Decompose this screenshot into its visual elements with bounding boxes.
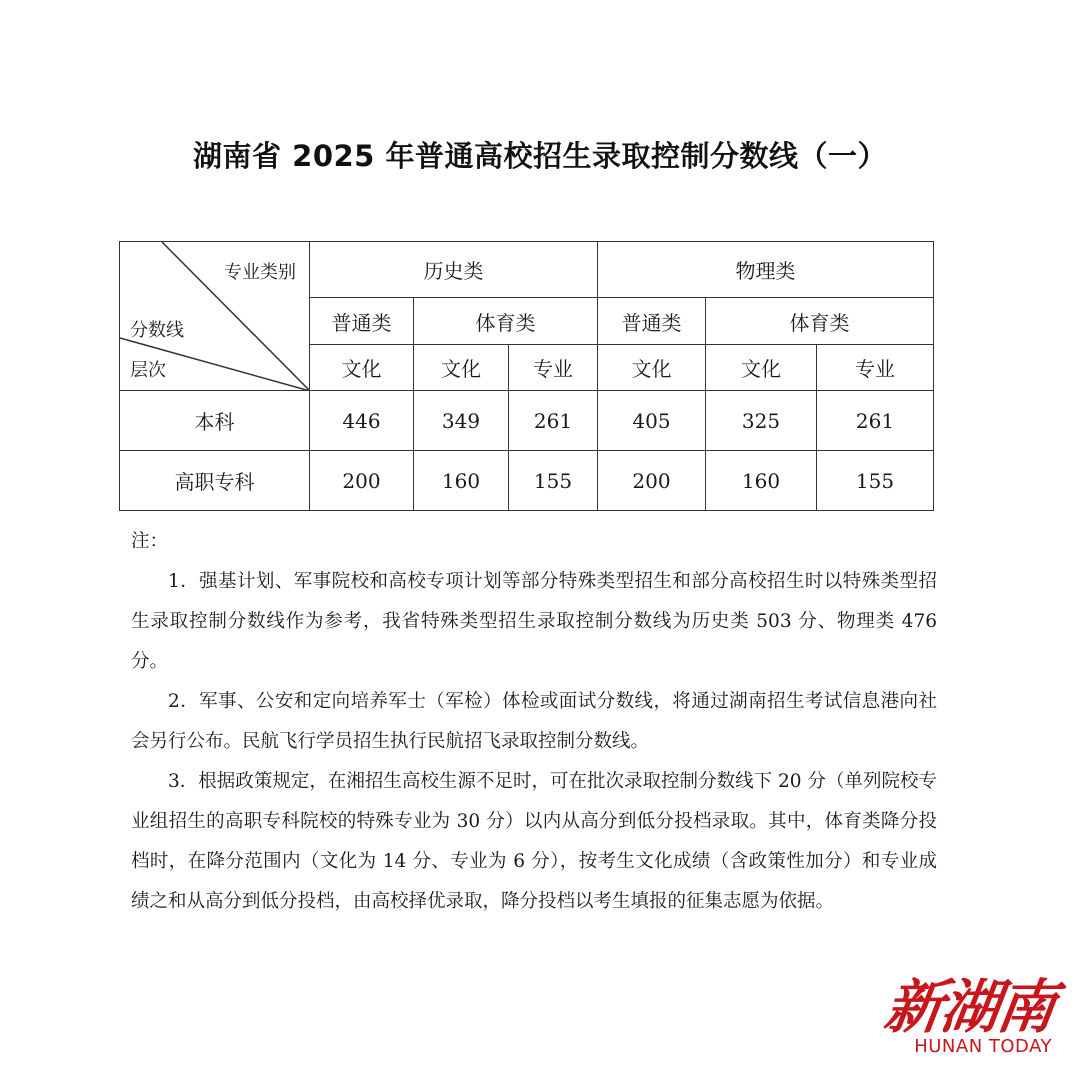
table-cell: 446 — [310, 391, 414, 451]
table-cell: 160 — [414, 451, 509, 511]
table-cell: 261 — [817, 391, 934, 451]
col-history-regular-culture: 文化 — [310, 345, 414, 391]
page-title: 湖南省 2025 年普通高校招生录取控制分数线（一） — [193, 139, 887, 173]
score-table-container — [119, 241, 933, 510]
subgroup-history-sports: 体育类 — [414, 298, 598, 345]
note-item-3: 3．根据政策规定，在湘招生高校生源不足时，可在批次录取控制分数线下 20 分（单列院校专业组招生的高职专科院校的特殊专业为 30 分）以内从高分到低分投档录取。其中，体育类降分投档时，在降分范围内（文化为 14 分、专业为 6 分），按考生文化成绩（含政策性加分）和专业成绩之和从高分到低分投档，由高校择优录取，降分投档以考生填报的征集志愿为依据。 — [131, 771, 937, 912]
table-row — [120, 451, 934, 511]
group-physics: 物理类 — [598, 242, 934, 298]
table-cell: 405 — [598, 391, 706, 451]
logo-english-text: HUNAN TODAY — [914, 1036, 1052, 1057]
col-physics-regular-culture: 文化 — [598, 345, 706, 391]
table-cell: 160 — [706, 451, 817, 511]
corner-label-category: 专业类别 — [224, 262, 296, 283]
row-label: 本科 — [120, 391, 310, 451]
notes-section — [131, 522, 937, 922]
subgroup-physics-sports: 体育类 — [706, 298, 934, 345]
table-cell: 155 — [509, 451, 598, 511]
col-physics-sports-major: 专业 — [817, 345, 934, 391]
table-cell: 200 — [310, 451, 414, 511]
col-history-sports-culture: 文化 — [414, 345, 509, 391]
row-label: 高职专科 — [120, 451, 310, 511]
table-cell: 349 — [414, 391, 509, 451]
table-corner-header — [120, 242, 310, 391]
score-table — [119, 241, 934, 511]
table-cell: 200 — [598, 451, 706, 511]
col-history-sports-major: 专业 — [509, 345, 598, 391]
note-item-1: 1．强基计划、军事院校和高校专项计划等部分特殊类型招生和部分高校招生时以特殊类型招生录取控制分数线作为参考，我省特殊类型招生录取控制分数线为历史类 503 分、物理类 476 分。 — [131, 571, 937, 672]
hunan-today-logo — [880, 960, 1059, 1070]
table-cell: 155 — [817, 451, 934, 511]
notes-heading: 注： — [131, 531, 169, 552]
subgroup-history-regular: 普通类 — [310, 298, 414, 345]
table-row — [120, 391, 934, 451]
logo-chinese-text: 新湖南 — [880, 973, 1059, 1041]
corner-label-level: 层次 — [130, 360, 166, 381]
subgroup-physics-regular: 普通类 — [598, 298, 706, 345]
note-item-2: 2．军事、公安和定向培养军士（军检）体检或面试分数线，将通过湖南招生考试信息港向社会另行公布。民航飞行学员招生执行民航招飞录取控制分数线。 — [131, 691, 937, 752]
corner-label-score-line: 分数线 — [130, 320, 184, 341]
group-history: 历史类 — [310, 242, 598, 298]
table-cell: 261 — [509, 391, 598, 451]
col-physics-sports-culture: 文化 — [706, 345, 817, 391]
table-cell: 325 — [706, 391, 817, 451]
